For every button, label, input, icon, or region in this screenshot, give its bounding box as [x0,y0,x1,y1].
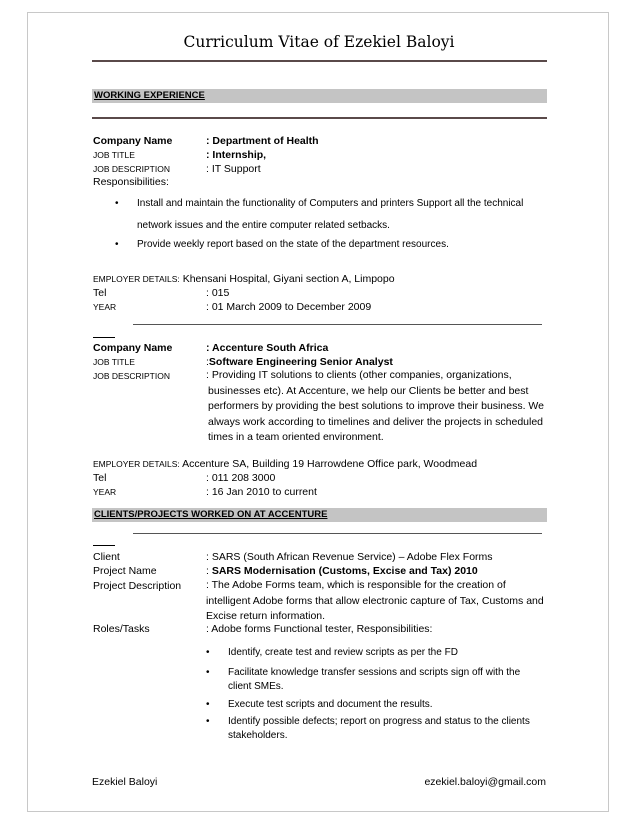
project-name-value [206,565,478,578]
jobtitle-label: JOB TITLE [93,357,135,367]
job2-employer-row [93,458,477,471]
project-name-colon: : [206,565,209,577]
company-label: Company Name [93,135,173,147]
year-label: YEAR [93,487,117,497]
task-text: client SMEs. [228,681,284,692]
bullet-icon: • [206,699,210,710]
roles-label: Roles/Tasks [93,623,150,635]
task-text: Identify possible defects; report on progress and status to the clients [228,716,530,727]
year-label: YEAR [93,302,117,312]
employer-label: EMPLOYER DETAILS: [93,459,180,469]
document-title: Curriculum Vitae of Ezekiel Baloyi [183,33,455,51]
title-rule [92,60,547,62]
desc-line: Excise return information. [206,610,326,622]
year-value: : 01 March 2009 to December 2009 [206,301,372,313]
bullet-icon: • [206,667,210,678]
short-divider [93,337,115,338]
bullet-icon: • [206,647,210,658]
task-text: Facilitate knowledge transfer sessions and scripts sign off with the [228,667,521,678]
jobtitle-label: JOB TITLE [93,150,135,160]
task-text: Identify, create test and review scripts as per the FD [228,647,458,658]
tel-value: : 011 208 3000 [206,472,276,484]
year-value: : 16 Jan 2010 to current [206,486,317,498]
section-clients-projects [92,508,547,522]
jobdesc-label: JOB DESCRIPTION [93,371,170,381]
jobtitle-value: : Internship, [206,149,267,161]
bullet-text: Install and maintain the functionality of Computers and printers Support all the technical [137,198,524,209]
footer-email: ezekiel.baloyi@gmail.com [424,776,546,788]
bullet-text: network issues and the entire computer related setbacks. [137,220,390,231]
client-label: Client [93,551,120,563]
job1-employer-row [93,273,395,286]
desc-line: businesses etc). At Accenture, we help our Clients be better and best [208,384,529,397]
section-rule [92,117,547,119]
divider-rule [133,533,542,534]
bullet-icon: • [206,716,210,727]
project-name-text: SARS Modernisation (Customs, Excise and Tax) 2010 [211,565,478,577]
desc-line: : Providing IT solutions to clients (other companies, organizations, [206,369,512,381]
task-text: Execute test scripts and document the results. [228,699,433,710]
divider-rule [133,324,542,325]
responsibilities-label: Responsibilities: [93,176,169,188]
tel-label: Tel [93,287,107,299]
tel-label: Tel [93,472,107,484]
jobdesc-label: JOB DESCRIPTION [93,164,170,174]
client-value: : SARS (South African Revenue Service) – Adobe Flex Forms [206,551,493,563]
bullet-icon: • [115,198,119,209]
bullet-icon: • [115,239,119,250]
company-label: Company Name [93,342,173,354]
company-value: : Accenture South Africa [206,342,329,354]
bullet-text: Provide weekly report based on the state of the department resources. [137,239,449,250]
jobtitle-text: Software Engineering Senior Analyst [208,356,393,368]
employer-value: Khensani Hospital, Giyani section A, Limpopo [182,273,395,285]
project-desc-label: Project Description [93,580,182,592]
roles-value: : Adobe forms Functional tester, Responsibilities: [206,623,433,635]
desc-line: times in a team oriented environment. [208,431,384,443]
employer-value: Accenture SA, Building 19 Harrowdene Office park, Woodmead [182,458,478,470]
job2-description [206,368,546,446]
company-value: : Department of Health [206,135,319,147]
jobdesc-value: : IT Support [206,163,261,175]
tel-value: : 015 [206,287,230,299]
project-name-label: Project Name [93,565,157,577]
employer-label: EMPLOYER DETAILS: [93,274,180,284]
section-working-experience [92,89,547,103]
desc-line: performers by providing the best solutions to improve their business. We [208,400,544,412]
project-description [206,578,546,625]
desc-line: : The Adobe Forms team, which is responsible for the creation of [206,579,506,591]
short-divider [93,545,115,546]
footer-name: Ezekiel Baloyi [92,776,158,788]
jobtitle-colon: : [206,356,209,368]
task-text: stakeholders. [228,730,288,741]
desc-line: always work according to timelines and deliver the projects in scheduled [208,415,544,428]
section-title: WORKING EXPERIENCE [94,90,205,101]
section-title: CLIENTS/PROJECTS WORKED ON AT ACCENTURE [94,509,328,520]
desc-line: intelligent Adobe forms that allow electronic capture of Tax, Customs and [206,594,544,607]
